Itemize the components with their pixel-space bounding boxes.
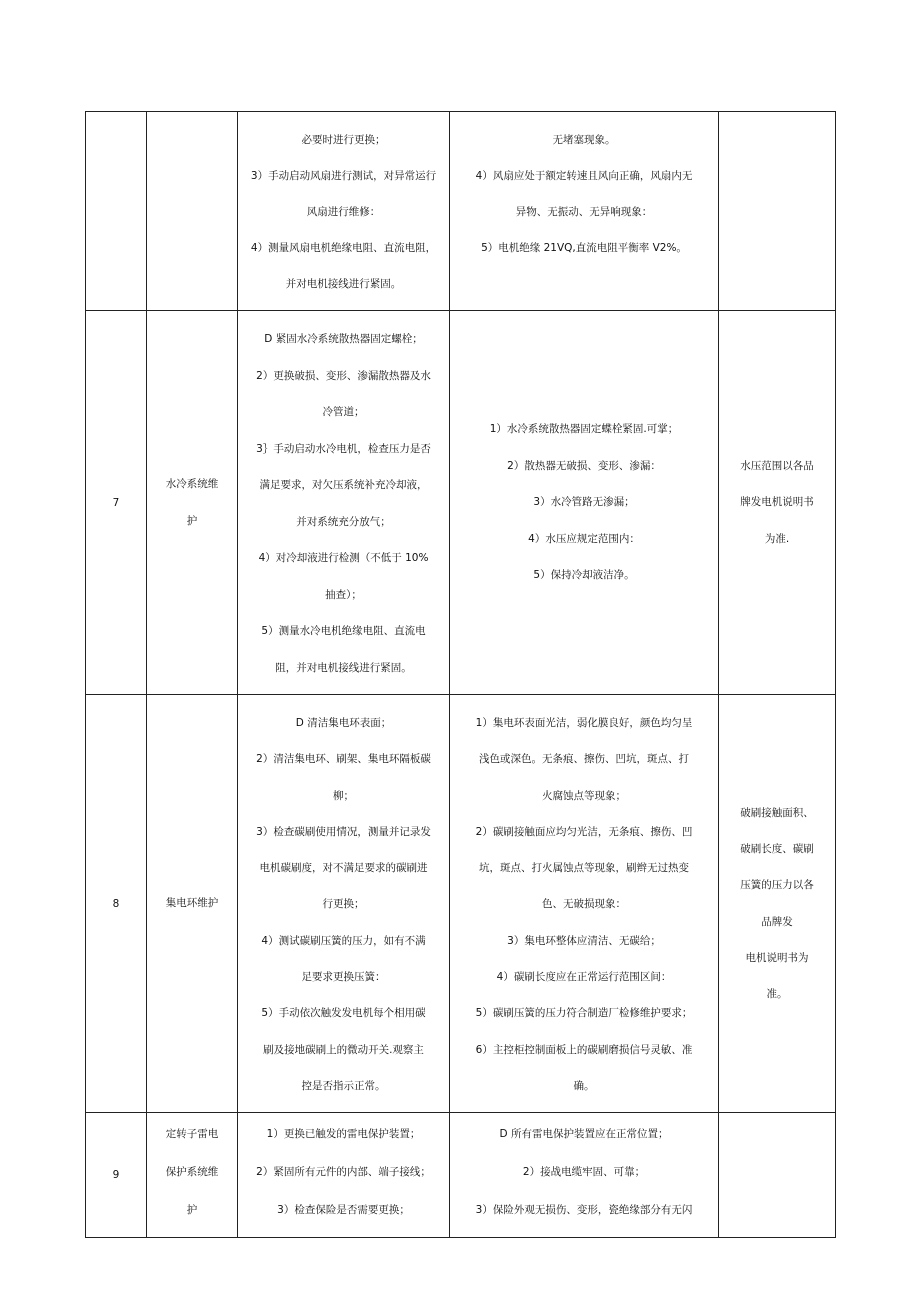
cell-item (147, 311, 238, 695)
note-line: 牌发电机说明书 (740, 496, 814, 509)
cell-standard (450, 1113, 719, 1238)
standard-line: D 所有雷电保护装置应在正常位置； (499, 1128, 669, 1141)
standard-line: 4）风扇应处于额定转速且风向正确，风扇内无 (475, 170, 693, 182)
cell-content (238, 695, 450, 1113)
cell-no (86, 1113, 147, 1238)
content-line: D 清洁集电环表面； (295, 717, 392, 729)
content-line: 刷及接地碳刷上的微动开关.观察主 (263, 1043, 424, 1056)
content-line: 3）检查保险是否需要更换； (277, 1204, 410, 1217)
table-row-7 (86, 311, 836, 695)
item-line: 护 (186, 514, 198, 527)
content-line: 满足要求，对欠压系统补充冷却液， (259, 479, 428, 491)
cell-note (719, 695, 836, 1113)
content-line: 阻，并对电机接线进行紧固。 (275, 661, 412, 674)
standard-line: 浅色或深色。无条痕、擦伤、凹坑，斑点、打 (479, 753, 689, 766)
cell-content (238, 311, 450, 695)
standard-line: 异物、无振动、无异响现象： (515, 206, 653, 218)
standard-line: 5）碳刷压簧的压力符合制造厂检修维护要求； (475, 1007, 693, 1020)
cell-standard (450, 112, 719, 311)
standard-line: 无堵塞现象。 (552, 134, 616, 146)
standard-line: 2）接战电缆牢固、可靠； (522, 1166, 646, 1179)
note-line: 压簧的压力以各 (740, 879, 814, 892)
standard-line: 3）保险外观无损伤、变形，瓷绝缘部分有无闪 (475, 1204, 693, 1217)
note-line: 品牌发 (761, 915, 793, 928)
cell-standard (450, 695, 719, 1113)
item-line: 护 (186, 1204, 198, 1217)
standard-line: 2）碳刷接触面应均匀光洁，无条痕、擦伤、凹 (475, 825, 693, 838)
content-line: 电机碳刷度，对不满足要求的碳刷进 (259, 862, 428, 875)
note-line: 破刷接触面积、 (740, 806, 814, 819)
row-number: 9 (112, 1169, 120, 1182)
content-line: 2）清洁集电环、刷架、集电环隔板碳 (256, 753, 431, 766)
content-line: D 紧固水冷系统散热器固定螺栓； (264, 333, 423, 345)
row-number: 8 (112, 897, 120, 910)
content-line: 2）紧固所有元件的内部、端子接线； (256, 1166, 431, 1179)
content-line: 控是否指示正常。 (301, 1079, 386, 1092)
standard-line: 5）电机绝缘 21VQ,直流电阻平衡率 V2%。 (481, 242, 687, 254)
content-line: 2）更换破损、变形、渗漏散热器及水 (256, 369, 431, 382)
cell-item (147, 695, 238, 1113)
content-line: 冷管道； (322, 406, 365, 418)
item-line: 定转子雷电 (165, 1128, 219, 1141)
row-number: 7 (112, 496, 120, 509)
standard-line: 6）主控柜控制面板上的碳刷磨损信号灵敏、准 (475, 1043, 693, 1056)
content-line: 行更换； (322, 898, 365, 911)
note-line: 准。 (766, 988, 788, 1001)
cell-content (238, 112, 450, 311)
standard-line: 4）水压应规定范围内： (528, 532, 640, 545)
standard-line: 4）碳刷长度应在正常运行范围区间： (496, 971, 672, 984)
content-line: 风扇进行维修： (306, 206, 381, 218)
standard-line: 色、无破损现象： (542, 898, 626, 911)
standard-line: 3）集电环整体应清洁、无碳给； (507, 934, 661, 947)
cell-content (238, 1113, 450, 1238)
content-line: 并对电机接线进行紧固。 (285, 278, 402, 290)
item-line: 保护系统维 (165, 1166, 219, 1179)
standard-line: 1）集电环表面光洁，弱化膜良好，颜色均匀呈 (475, 717, 693, 729)
content-line: 3｝手动启动水冷电机，检查压力是否 (256, 442, 431, 455)
content-line: 3）检查碳刷使用情况，测量并记录发 (256, 825, 431, 838)
content-line: 足要求更换压簧： (301, 971, 386, 984)
content-line: 4）测量风扇电机绝缘电阻、直流电阻， (250, 242, 437, 254)
standard-line: 2）散热器无破损、变形、渗漏： (507, 459, 661, 472)
content-line: 4）对冷却液进行检测（不低于 10% (258, 552, 429, 564)
content-line: 5）手动依次触发发电机每个相用碳 (261, 1007, 426, 1020)
cell-no (86, 112, 147, 311)
standard-line: 5）保持冷却液洁净。 (533, 569, 635, 582)
cell-no (86, 695, 147, 1113)
maintenance-table (85, 111, 836, 1238)
cell-note (719, 112, 836, 311)
cell-standard (450, 311, 719, 695)
content-line: 5）测量水冷电机绝缘电阻、直流电 (261, 625, 426, 637)
table-row-6-continued (86, 112, 836, 311)
item-line: 水冷系统维 (165, 478, 219, 490)
table-row-8 (86, 695, 836, 1113)
cell-note (719, 311, 836, 695)
standard-line: 1）水冷系统散热器固定蝶栓紧固.可掌； (489, 423, 679, 436)
table-row-9 (86, 1113, 836, 1238)
content-line: 必要时进行更换； (301, 134, 386, 146)
standard-line: 确。 (573, 1079, 595, 1092)
content-line: 并对系统充分放气； (296, 515, 391, 528)
content-line: 3）手动启动风扇进行测试，对异常运行 (250, 170, 437, 182)
note-line: 电机说明书为 (745, 951, 809, 964)
content-line: 抽查）； (325, 588, 362, 601)
note-line: 破刷长度、碳刷 (740, 843, 814, 856)
cell-item (147, 112, 238, 311)
content-line: 4）测试碳刷压簧的压力，如有不满 (261, 934, 426, 947)
item-line: 集电环维护 (165, 897, 219, 910)
standard-line: 坑，斑点、打火属蚀点等现象，刷辫无过热变 (479, 862, 689, 875)
note-line: 水压范围以各品 (740, 459, 814, 472)
cell-no (86, 311, 147, 695)
content-line: 柳； (333, 789, 354, 802)
standard-line: 3）水冷管路无渗漏； (533, 496, 635, 509)
standard-line: 火腐蚀点等现象； (542, 789, 626, 802)
content-line: 1）更换已触发的雷电保护装置； (266, 1128, 421, 1141)
cell-note (719, 1113, 836, 1238)
note-line: 为准. (764, 532, 790, 545)
cell-item (147, 1113, 238, 1238)
